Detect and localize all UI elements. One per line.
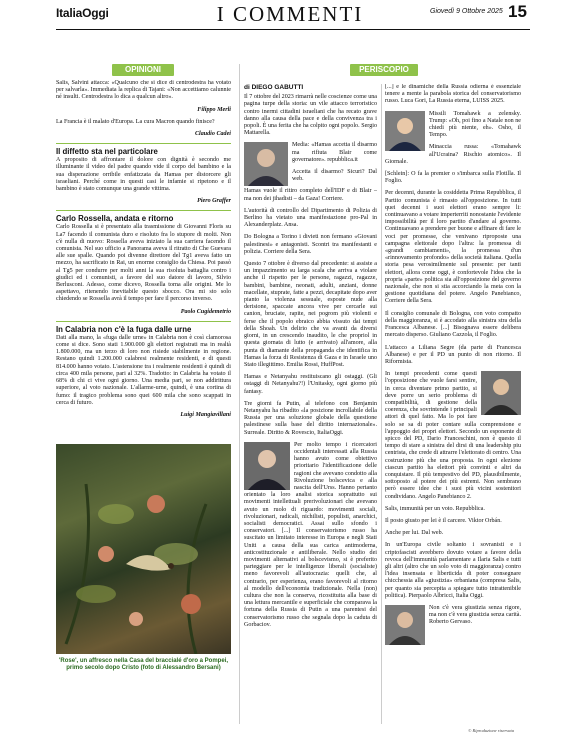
letter-signature: Filippo Merli — [197, 106, 231, 113]
quote: Non c'è vera giustizia senza rigore, ma non c'è vera giustizia senza carità. Roberto Gervaso. — [429, 605, 521, 626]
letter-macron: La Francia è il malato d'Europa. La cura Macron quando finisce? — [56, 118, 215, 125]
divider — [56, 210, 231, 211]
portrait-photo — [244, 142, 288, 186]
column-author: di DIEGO GABUTTI — [244, 84, 304, 91]
page-header — [0, 0, 580, 32]
portrait-photo — [385, 605, 425, 645]
quote: Questo 7 ottobre è diverso dal precedente: si assiste a un impazzimento su larga scala che arriva a violare anche il rispetto per le persone, ragazzi, ragazze, bambini, bambine, neonati, adulti, anziani, donne macellate, stuprate, fatte a pezzi, decapitate dopo aver pianto la violenza sessuale, esposte nude alla derisione, spaccate ancora vive per cercarle sui canion, bruciate, rapite, nei pogrom più violenti e ferse che il popolo ebraico abbia vissuto dai tempi della Shoah. Un delirio che va avanti da diversi giorni, in un crescendo inaudito, le che propriol in questa giornata di lutto (e arrivato) all'amore, alla punta di diamante della propaganda che identifica in Hamas la forza di Resistenza di Gaza e in Israele uno Stato illegittimo. Emilia Rossi, HuffPost. — [244, 261, 377, 368]
quote: In un'Europa civile soltanto i sovranisti e i criptofascisti avrebbero dovuto votare a favore della revoca dell'immunità parlamentare a Ilaria Salis e tutti gli altri (altro che un solo voto di maggioranza) contro l'idea insensata e liberticida di poter consegnare chicchessia alla «giustizia» orbaniana (compresa Salis, per quanto sia percepita a spiegare tutto intrattenibile politica). Pierpaolo Albricci, Italia Oggi. — [385, 542, 521, 599]
periscopio-column-1 — [244, 84, 377, 724]
opinioni-heading: OPINIONI — [112, 64, 174, 76]
portrait-photo — [244, 442, 290, 490]
quote: L'autorità di controllo del Dipartimento di Polizia di Berlino ha vietato una manifestazione pro-Pal in Alexanderplatz. Ansa. — [244, 207, 377, 229]
letter-body: Dati alla mano, la «fuga dalle urne» in Calabria non è così clamorosa come si dice. Sono stati 1.900.000 gli elettori registrati ma in realtà 1.800.000, ma un terzo di loro non risiede stabilmente in regione. Restano quindi 1.200.000 calabresi realmente residenti, e di questi 814.000 hanno votato. L'astensione tra i realmente residenti è quindi di circa 400 mila persone, pari al 32%. Tradotto: in Calabria ha votato il 68% di chi ci vive ogni giorno. Una media pari, se non addirittura superiore, al voto nazionale. L'allarme-urne, quindi, è una cortina di fumo: il tragico problema sono quei 600 mila che sono scappati in cerca di futuro. — [56, 334, 231, 406]
quote: Il consiglio comunale di Bologna, con voto compatto della maggioranza, si è accodato alla sinistra stra della Francesca Albanese. [...] Bisognava essere delibera mercato disperso. Giuliano Cazzola, il Foglio. — [385, 310, 521, 339]
letter-title: In Calabria non c'è la fuga dalle urne — [56, 324, 192, 334]
divider — [56, 321, 231, 322]
issue-date: Giovedì 9 Ottobre 2025 — [430, 8, 503, 15]
image-caption: 'Rose', un affresco nella Casa del braccialé d'oro a Pompei, primo secolo dopo Cristo (foto di Alessandro Bersani) — [58, 658, 228, 671]
quote: [Schlein]: O fa la premier o s'imbarca sulla Flotilla. Il Foglio. — [385, 171, 521, 185]
letter-title: Il diffetto sta nel particolare — [56, 147, 158, 157]
quote: Do Bologna a Torino i divieti non fermano «Giovani palestinesi» e antagonisti. Scontri tra manifestanti e polizia. Corriere della Sera. — [244, 234, 377, 255]
periscopio-column-2 — [385, 84, 521, 724]
letter-signature: Piero Graffer — [197, 198, 231, 205]
letter-intro: Salis, Salvini attacca: «Qualcuno che si dice di centrodestra ha votato per salvarla». Immediata la replica di Tajani: «Non accettiamo calunnie né insulti. Centrodestra lo dica a qualcun altro». — [56, 80, 231, 101]
quote: Missili Tomahawk a zelensky. Trump: «Oh, poi fino a Natale non ne chiedi più niente, eh». Osho, il Tempo. — [429, 110, 521, 139]
letter-signature: Claudio Cadei — [194, 131, 231, 138]
letter-signature: Paolo Cugidemetrio — [180, 308, 231, 315]
quote: Per molto tempo i ricercatori occidentali interessati alla Russia hanno avuto come obiettivo prioritario l'identificazione delle ragioni che avevano condotto alla Rivoluzione bolscevica e alla nascita dell'Urss. Hanno pertanto orientato la loro analisi storica soprattutto sui movimenti intellettuali prerivoluzionari che avevano avuto un ruolo di riguardo: movimenti sociali, rivoluzionari, radicali, nichilisti, populisti, anarchici, socialisti democratici. Assai sullo sfondo i conservatori. [...] Il conservatorismo russo ha suscitato un limitato interesse in Europa e negli Stati Uniti a causa della sua carica antimoderna, anticostituzionale e antiliberale. Nello studio dei movimenti alternativi al bolscevismo, si è preferito parteggiare per le intelligenze liberali (socialiste) meno favorevoli all'autocrazia: quelli che, al contrario, per esperienza, erano favorevoli al ritorno al modello dell'economia tradizionale. Nella (non) cultura che non la conserva, ricostituita alla base di una lettura mercantile e superficiale che comparava la fortuna della Russia di Putin a una parentesi del conservatorismo russo che segnala dopo la caduta di Gorbaciov. — [244, 441, 377, 628]
quote: Per decenni, durante la cosiddetta Prima Repubblica, il Partito comunista è rimasto all'opposizione. In tutti quei decenni i suoi elettori erano sempre li: continuavano a votare imperterriti nonostante l'evidente impossibilità per il loro partito d'andare al governo. Continuavano a prendere per buone e affinare di fare le voci per promesse, che venivano riproposte una campagna elettorale dopo l'altra: la promessa di «grandi cambiamenti», la promessa d'un «rinnovamento profondo» della società italiana. Quella storia pesa verosimilmente sul presente: per tanti elettori, allora come oggi, è confortevole l'idea che la propria «parte» politica sia all'opposizione del governo nazionale, che non si stia accorciando la meta con la gestione quotidiana del potere. Angelo Panebianco, Corriere della Sera. — [385, 190, 521, 305]
periscopio-heading: PERISCOPIO — [350, 64, 418, 76]
quote: Hamas e Netanyahu restituiscano gli ostaggi. (Gli ostaggi di Netanyahu?!) l'Unitasky, ogni giorno più fantasy. — [244, 374, 377, 395]
letter-signature: Luigi Mangiavillani — [180, 411, 231, 418]
quote: Salis, immunità per un voto. Repubblica. — [385, 505, 485, 512]
opinioni-column — [56, 80, 231, 440]
quote: [...] e le dinamiche della Russia odierna è essenziale tenere a mente la parabola storica del conservatorismo russo. Luca Gori, La Russia eterna, LUISS 2025. — [385, 84, 521, 105]
quote: Tre giorni fa Putin, al telefono con Benjamin Netanyahu ha ribadito «la posizione incrollabile della Russia per una soluzione globale della questione palestinese sulla base del diritto internazionale». Surreale. Diritto & Rovescio, ItaliaOggi. — [244, 400, 377, 436]
quote: Hamas vuole il ritiro completo dell'IDF e di Blair – ma non dei jihadisti – da Gaza! Corriere. — [244, 188, 377, 202]
portrait-photo — [385, 111, 425, 151]
page-number: 15 — [508, 2, 527, 21]
header-rule — [56, 29, 530, 30]
letter-body: A proposito di affrontare il dolore con dignità è secondo me illuminante il video del padre quando vide il corpo del bambino e la sua disperazione orribile enfatizzata da Hamas per distorcere gli israeliani. Perché come in questi casi le infamie si ripetono e il bambino è stato comunque una grande vittima. — [56, 157, 231, 193]
quote: Il posto giusto per lei è il carcere. Viktor Orbán. — [385, 517, 502, 524]
letter-title: Carlo Rossella, andata e ritorno — [56, 214, 174, 224]
quote: L'attacco a Liliana Segre (da parte di Francesca Albanese) e per il PD un punto di non ritorno. Il Riformista. — [385, 344, 521, 365]
copyright-note: © Riproduzione riservata — [468, 728, 514, 733]
column-divider — [381, 84, 382, 724]
column-divider — [239, 64, 240, 724]
quote: Media: «Hamas accetta il disarmo ma rifiuta Blair come governatore». repubblica.it — [292, 142, 377, 163]
section-title: I COMMENTI — [216, 2, 364, 26]
letter-body: Carlo Rossella si è presentato alla trasmissione di Giovanni Floris su La7 facendo il comunista duro e risoluto fra lo stupore di molti. Non c'è nulla di nuovo: Rossella aveva iniziato la sua carriera facendo il comunista. Nel suo ufficio a Panorama aveva il ritratto di Che Guevara alle sue spalle. Quando poi divenne direttore del Tg1 aveva fatto un mezzo, ha sacrificato in Rai, un enorme consiglio da Chiesa. Poi passò al Tg5 per condurre per molti anni la sua risoluta battaglia contro i giudici ed i comunisti, a favore del suo datore di lavoro, Silvio Berlusconi. Adesso, come dicevo, Rossella torna alle origini. Me lo aspettavo, ritenendo inevitabile questo sbocco. Ora mi sto solo chiedendo se Rossella avrà il tempo per fare il percorso inverso. — [56, 224, 231, 303]
divider — [56, 143, 231, 144]
fresco-image — [56, 444, 231, 654]
quote: Minaccia russa: «Tomahawk all'Ucraina? Rischio atomico». Il Giornale. — [385, 144, 521, 165]
quote: Il 7 ottobre del 2023 rimarrà nelle coscienze come una pagina turpe della storia: un vile attacco terroristico contro inermi cittadini israeliani che ha recato grave danno alla causa della pace e della convivenza tra i popoli. È una ferita che ha colpito ogni popolo. Sergio Mattarella. — [244, 94, 377, 137]
portrait-photo — [481, 371, 521, 415]
newspaper-logo: ItaliaOggi — [56, 6, 109, 20]
quote: Accetta il disarmo? Sicuri? Dal web. — [292, 169, 377, 183]
quote: Anche per lui. Dal web. — [385, 530, 444, 537]
fresco-illustration — [56, 444, 231, 654]
quote: In tempi precedenti come questi l'opposizione che vuole farsi sentire, in cerca diventare primo partito, si deve porre un serio problema di compatibilità, di gestione della coerenza, che sovrintende i principali attori di quel fatto. Ma lo poi fare solo se sa di poter contare sulla comprensione e l'appoggio dei propri elettori. Secondo un esponente di spicco del PD, Dario Franceschini, non è questo il tempo di stare a sinistra del dirsi di una leadership piu centrista, che crede di attrarre l'elettorato di centro. Una costruzione più che una proposta. In ogni elezione ciascun partito ha elettori più convinti e altri da conquistare. Il più tempestivo del PD, plausibilmente, sottoposto al potere dei più estremi. Non sembrano però essere idee che i suoi più vicini sostenitori condividano. Angelo Panebianco 2. — [385, 371, 521, 500]
